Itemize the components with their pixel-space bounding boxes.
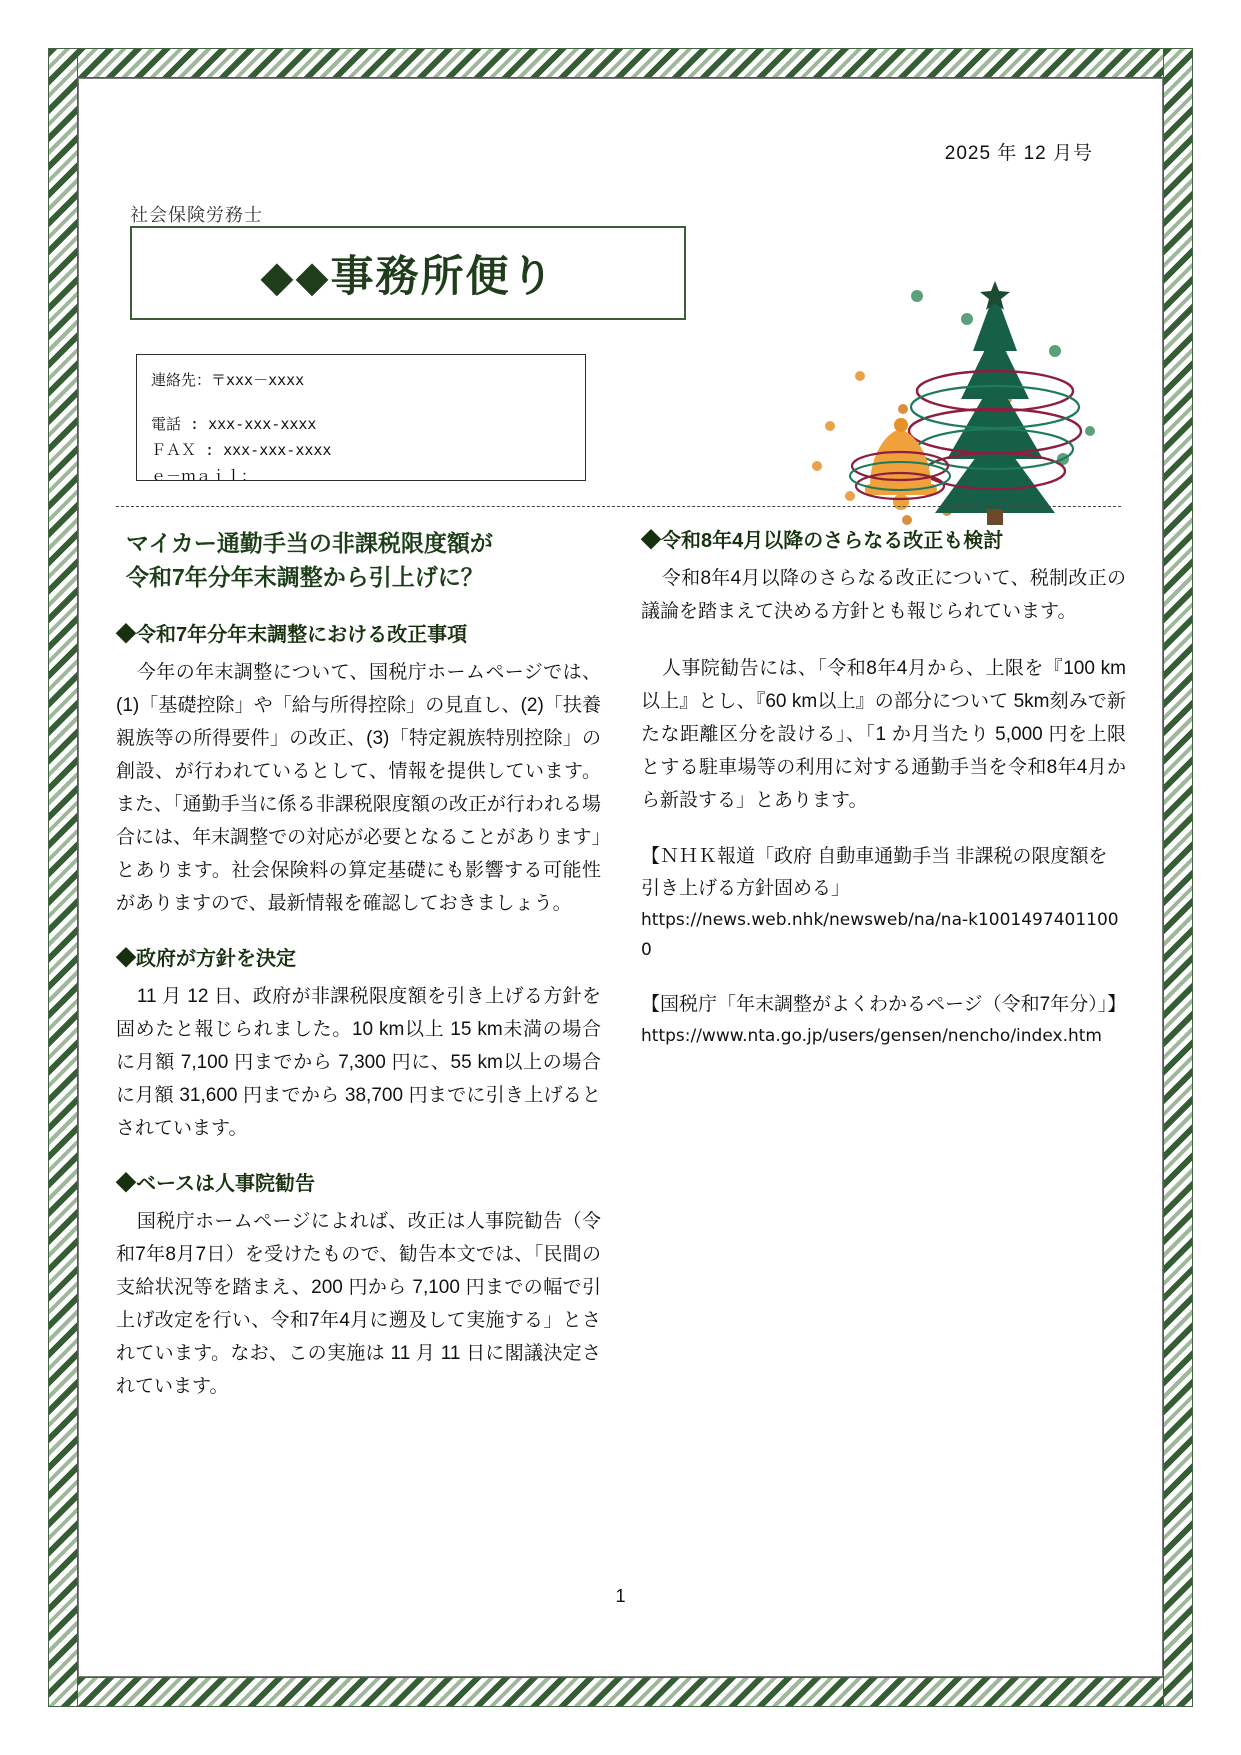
section-body-4: 令和8年4月以降のさらなる改正について、税制改正の議論を踏まえて決める方針とも報じられています。 [641, 568, 1126, 622]
article-columns [116, 526, 1126, 1427]
border-band-right [1163, 48, 1193, 1707]
section-body-4b: 人事院勧告には、「令和8年4月から、上限を『100 km以上』とし、『60 km以上』の部分について 5km刻みで新たな距離区分を設ける」、「1 か月当たり 5,000 円を上限とする駐車場等の利用に対する通勤手当を令和8年4月から新設する」とあります。 [641, 658, 1126, 811]
reference-url-2[interactable]: https://www.nta.go.jp/users/gensen/nencho/index.htm [641, 1026, 1102, 1046]
section-heading-3: ◆ベースは人事院勧告 [116, 1173, 315, 1195]
header-divider [116, 506, 1121, 507]
contact-fax: ＦＡＸ : xxx-xxx-xxxx [151, 441, 332, 459]
column-left [116, 526, 601, 1427]
christmas-illustration [795, 281, 1115, 541]
section-body-1: 今年の年末調整について、国税庁ホームページでは、(1)「基礎控除」や「給与所得控除」の見直し、(2)「扶養親族等の所得要件」の改正、(3)「特定親族特別控除」の創設、が行われているとして、情報を提供しています。また、「通勤手当に係る非課税限度額の改正が行われる場合には、年末調整での対応が必要となることがあります」とあります。社会保険料の算定基礎にも影響する可能性がありますので、最新情報を確認しておきましょう。 [116, 662, 601, 914]
dot-icon [825, 421, 835, 431]
section-heading-2: ◆政府が方針を決定 [116, 948, 296, 970]
contact-box [136, 354, 586, 481]
section-heading-1: ◆令和7年分年末調整における改正事項 [116, 624, 468, 646]
article-headline [126, 526, 601, 594]
dot-icon [845, 491, 855, 501]
issue-date: 2025 年 12 月号 [944, 143, 1093, 164]
title-box [130, 226, 686, 320]
document-content [86, 86, 1155, 1669]
reference-url-1[interactable]: https://news.web.nhk/newsweb/na/na-k10014974011000 [641, 910, 1119, 960]
dot-icon [898, 404, 908, 414]
section-body-2: 11 月 12 日、政府が非課税限度額を引き上げる方針を固めたと報じられました。10 km以上 15 km未満の場合に月額 7,100 円までから 7,300 円に、55 km以上の場合に月額 31,600 円までから 38,700 円までに引き上げるとされています。 [116, 986, 601, 1139]
office-label: 社会保険労務士 [130, 205, 263, 225]
contact-address: 連絡先：〒xxx－xxxx [151, 371, 305, 389]
headline-line-1: マイカー通勤手当の非課税限度額が [126, 530, 493, 556]
contact-email: ｅ－ｍａｉｌ： [151, 467, 257, 481]
border-band-bottom [48, 1677, 1193, 1707]
page-title: ◆◆事務所便り [260, 251, 556, 302]
reference-title-1: 【ＮＨＫ報道「政府 自動車通勤手当 非課税の限度額を引き上げる方針固める」 [641, 846, 1108, 899]
dot-icon [961, 313, 973, 325]
section-body-3: 国税庁ホームページによれば、改正は人事院勧告（令和7年8月7日）を受けたもので、勧告本文では、「民間の支給状況等を踏まえ、200 円から 7,100 円までの幅で引上げ改定を行い、令和7年4月に遡及して実施する」とされています。なお、この実施は 11 月 11 日に閣議決定されています。 [116, 1211, 601, 1397]
dot-icon [1049, 345, 1061, 357]
column-right [641, 526, 1126, 1427]
border-band-top [48, 48, 1193, 78]
dot-icon [902, 515, 912, 525]
dot-icon [812, 461, 822, 471]
border-band-left [48, 48, 78, 1707]
dot-icon [1085, 426, 1095, 436]
reference-title-2: 【国税庁「年末調整がよくわかるページ（令和7年分）」】 [641, 994, 1127, 1015]
dot-icon [911, 290, 923, 302]
dot-icon [855, 371, 865, 381]
section-heading-4: ◆令和8年4月以降のさらなる改正も検討 [641, 530, 1004, 552]
headline-line-2: 令和7年分年末調整から引上げに？ [126, 564, 484, 590]
contact-tel: 電話 : xxx-xxx-xxxx [151, 415, 317, 433]
page-number: 1 [615, 1586, 626, 1606]
